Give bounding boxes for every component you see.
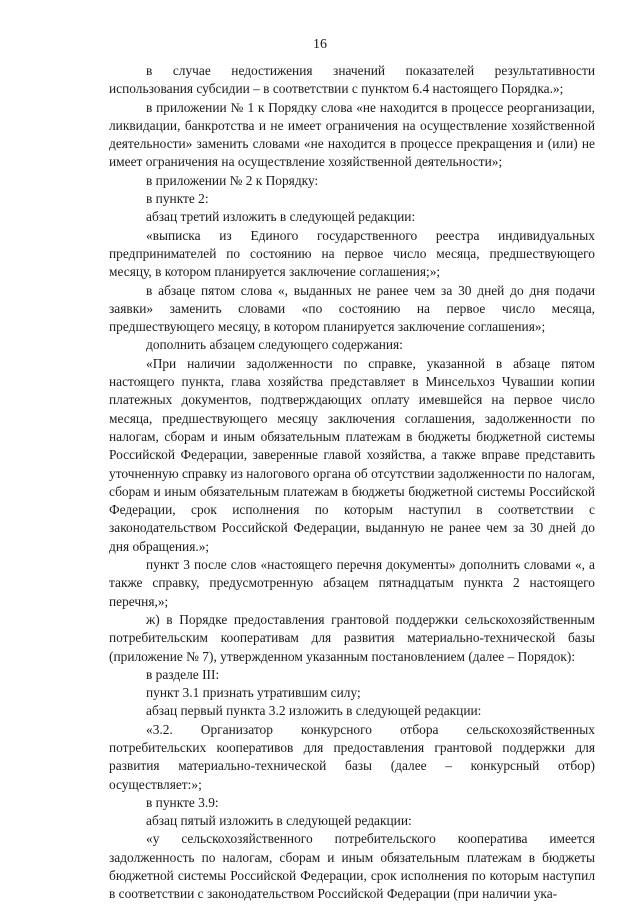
paragraph: «3.2. Организатор конкурсного отбора сельскохозяйственных потребительских кооперативов для предоставления грантовой поддержки для развития материально-технической базы (далее – конкурсный отбор) осуществляет:»;: [109, 721, 595, 792]
paragraph: в пункте 2:: [146, 191, 209, 207]
paragraph: пункт 3 после слов «настоящего перечня документы» дополнить словами «, а также справку, предусмотренную абзацем пятнадцатым пункта 2 настоящего перечня,»;: [109, 557, 595, 609]
paragraph: в абзаце пятом слова «, выданных не ранее чем за 30 дней до дня подачи заявки» заменить словами «по состоянию на первое число месяца, предшествующего месяцу, в котором планируется заключение соглашения»;: [109, 282, 595, 335]
paragraph: «При наличии задолженности по справке, указанной в абзаце пятом настоящего пункта, глава хозяйства представляет в Минсельхоз Чувашии копии платежных документов, подтверждающих оплату имевшейся на первое число месяца, предшествующего месяцу заключения соглашения, задолженности по налогам, сборам и иным обязательным платежам в бюджеты бюджетной системы Российской Федерации, заверенные главой хозяйства, а также вправе представить уточненную справку из налогового органа об отсутствии задолженности по налогам, сборам и иным обязательным платежам в бюджеты бюджетной системы Российской Федерации, срок исполнения по которым наступил в соответствии с законодательством Российской Федерации, выданную не ранее чем за 30 дней до дня обращения.»;: [109, 355, 595, 554]
paragraph: ж) в Порядке предоставления грантовой поддержки сельскохозяйственным потребительским кооперативам для развития материально-технической базы (приложение № 7), утвержденном указанным постановлением (далее – Порядок):: [109, 611, 595, 664]
paragraph: в приложении № 1 к Порядку слова «не находится в процессе реорганизации, ликвидации, банкротства и не имеет ограничения на осуществление хозяйственной деятельности» заменить словами «не находится в процессе прекращения и (или) не имеет ограничения на осуществление хозяйственной деятельности»;: [109, 99, 595, 170]
paragraph: «выписка из Единого государственного реестра индивидуальных предпринимателей по состоянию на первое число месяца, предшествующего месяцу, в котором планируется заключение соглашения;»;: [109, 227, 595, 280]
page-number: 16: [313, 37, 327, 52]
paragraph: дополнить абзацем следующего содержания:: [146, 337, 403, 353]
paragraph: пункт 3.1 признать утратившим силу;: [146, 685, 361, 701]
paragraph: абзац пятый изложить в следующей редакции:: [146, 813, 412, 829]
paragraph: абзац третий изложить в следующей редакции:: [146, 209, 416, 225]
paragraph: «у сельскохозяйственного потребительского кооператива имеется задолженность по налогам, сборам и иным обязательным платежам в бюджеты бюджетной системы Российской Федерации, срок исполнения по которым наступил в соответствии с законодательством Российской Федерации (при наличии ука-: [109, 831, 595, 902]
paragraph: абзац первый пункта 3.2 изложить в следующей редакции:: [146, 703, 482, 719]
paragraph: в приложении № 2 к Порядку:: [146, 172, 319, 188]
paragraph: в разделе III:: [146, 666, 220, 682]
paragraph: в пункте 3.9:: [146, 794, 219, 810]
document-body: [109, 62, 595, 904]
paragraph: в случае недостижения значений показателей результативности использования субсидии – в соответствии с пунктом 6.4 настоящего Порядка.»;: [109, 63, 595, 97]
